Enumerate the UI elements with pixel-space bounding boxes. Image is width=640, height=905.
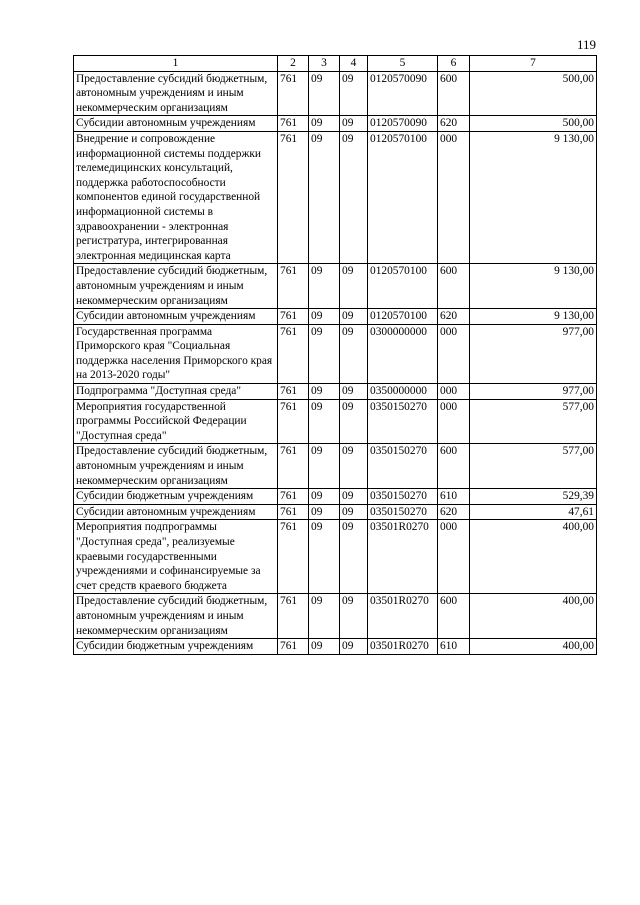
row-csr-code: 0120570100 <box>368 264 438 309</box>
row-gr-code: 761 <box>278 489 309 505</box>
row-pr-code: 09 <box>340 264 368 309</box>
row-csr-code: 0350150270 <box>368 399 438 444</box>
row-gr-code: 761 <box>278 399 309 444</box>
row-pr-code: 09 <box>340 489 368 505</box>
row-gr-code: 761 <box>278 131 309 263</box>
header-row <box>74 56 597 72</box>
row-csr-code: 0350150270 <box>368 489 438 505</box>
header-col-7: 7 <box>470 56 597 72</box>
table-row <box>74 324 597 383</box>
row-name-cell: Мероприятия подпрограммы "Доступная среда", реализуемые краевыми государственными учреждениями и софинансируемые за счет средств краевого бюджета <box>74 520 278 594</box>
row-csr-code: 0120570090 <box>368 71 438 116</box>
table-row <box>74 399 597 444</box>
row-gr-code: 761 <box>278 594 309 639</box>
row-csr-code: 0120570090 <box>368 116 438 132</box>
row-gr-code: 761 <box>278 384 309 400</box>
row-csr-code: 0350150270 <box>368 504 438 520</box>
header-col-4: 4 <box>340 56 368 72</box>
row-amount: 47,61 <box>470 504 597 520</box>
table-row <box>74 264 597 309</box>
row-amount: 400,00 <box>470 520 597 594</box>
row-rz-code: 09 <box>309 116 340 132</box>
row-vr-code: 610 <box>438 489 470 505</box>
row-csr-code: 0350000000 <box>368 384 438 400</box>
row-rz-code: 09 <box>309 384 340 400</box>
row-vr-code: 610 <box>438 639 470 655</box>
row-amount: 9 130,00 <box>470 131 597 263</box>
row-amount: 529,39 <box>470 489 597 505</box>
row-vr-code: 000 <box>438 131 470 263</box>
row-vr-code: 620 <box>438 116 470 132</box>
row-name-cell: Внедрение и сопровождение информационной системы поддержки телемедицинских консультаций, поддержка работоспособности компонентов единой государственной информационной системы в здравоохранении - электронная регистратура, интегрированная электронная медицинская карта <box>74 131 278 263</box>
row-name-cell: Субсидии автономным учреждениям <box>74 116 278 132</box>
row-csr-code: 0120570100 <box>368 131 438 263</box>
row-pr-code: 09 <box>340 309 368 325</box>
row-name-cell: Субсидии автономным учреждениям <box>74 309 278 325</box>
row-pr-code: 09 <box>340 116 368 132</box>
row-amount: 500,00 <box>470 71 597 116</box>
table-row <box>74 639 597 655</box>
row-rz-code: 09 <box>309 309 340 325</box>
row-amount: 577,00 <box>470 399 597 444</box>
row-vr-code: 620 <box>438 504 470 520</box>
row-name-cell: Предоставление субсидий бюджетным, автономным учреждениям и иным некоммерческим организациям <box>74 594 278 639</box>
row-pr-code: 09 <box>340 504 368 520</box>
row-gr-code: 761 <box>278 309 309 325</box>
row-amount: 9 130,00 <box>470 264 597 309</box>
row-gr-code: 761 <box>278 324 309 383</box>
table-row <box>74 384 597 400</box>
row-csr-code: 0120570100 <box>368 309 438 325</box>
row-pr-code: 09 <box>340 399 368 444</box>
header-col-5: 5 <box>368 56 438 72</box>
row-gr-code: 761 <box>278 444 309 489</box>
row-rz-code: 09 <box>309 489 340 505</box>
header-col-1: 1 <box>74 56 278 72</box>
row-name-cell: Государственная программа Приморского края "Социальная поддержка населения Приморского края на 2013-2020 годы" <box>74 324 278 383</box>
table-row <box>74 131 597 263</box>
row-pr-code: 09 <box>340 384 368 400</box>
row-csr-code: 0300000000 <box>368 324 438 383</box>
row-pr-code: 09 <box>340 324 368 383</box>
table-row <box>74 489 597 505</box>
row-name-cell: Мероприятия государственной программы Российской Федерации "Доступная среда" <box>74 399 278 444</box>
table-row <box>74 444 597 489</box>
page-number: 119 <box>576 37 596 52</box>
table-row <box>74 520 597 594</box>
table-row <box>74 71 597 116</box>
row-rz-code: 09 <box>309 71 340 116</box>
row-amount: 500,00 <box>470 116 597 132</box>
row-name-cell: Предоставление субсидий бюджетным, автономным учреждениям и иным некоммерческим организациям <box>74 444 278 489</box>
row-pr-code: 09 <box>340 444 368 489</box>
row-vr-code: 600 <box>438 71 470 116</box>
table-row <box>74 309 597 325</box>
row-vr-code: 000 <box>438 399 470 444</box>
table-row <box>74 504 597 520</box>
row-name-cell: Субсидии бюджетным учреждениям <box>74 639 278 655</box>
header-col-2: 2 <box>278 56 309 72</box>
row-csr-code: 03501R0270 <box>368 594 438 639</box>
row-name-cell: Предоставление субсидий бюджетным, автономным учреждениям и иным некоммерческим организациям <box>74 264 278 309</box>
row-rz-code: 09 <box>309 639 340 655</box>
row-gr-code: 761 <box>278 264 309 309</box>
row-vr-code: 000 <box>438 520 470 594</box>
row-gr-code: 761 <box>278 639 309 655</box>
header-col-3: 3 <box>309 56 340 72</box>
row-amount: 977,00 <box>470 384 597 400</box>
row-pr-code: 09 <box>340 594 368 639</box>
row-vr-code: 000 <box>438 324 470 383</box>
row-rz-code: 09 <box>309 520 340 594</box>
row-rz-code: 09 <box>309 324 340 383</box>
row-rz-code: 09 <box>309 444 340 489</box>
row-gr-code: 761 <box>278 504 309 520</box>
row-rz-code: 09 <box>309 399 340 444</box>
row-vr-code: 620 <box>438 309 470 325</box>
row-pr-code: 09 <box>340 131 368 263</box>
row-vr-code: 600 <box>438 594 470 639</box>
row-gr-code: 761 <box>278 116 309 132</box>
row-amount: 400,00 <box>470 594 597 639</box>
row-csr-code: 03501R0270 <box>368 520 438 594</box>
row-vr-code: 000 <box>438 384 470 400</box>
row-rz-code: 09 <box>309 131 340 263</box>
header-col-6: 6 <box>438 56 470 72</box>
row-vr-code: 600 <box>438 264 470 309</box>
row-gr-code: 761 <box>278 71 309 116</box>
row-pr-code: 09 <box>340 520 368 594</box>
row-rz-code: 09 <box>309 504 340 520</box>
row-amount: 400,00 <box>470 639 597 655</box>
row-amount: 577,00 <box>470 444 597 489</box>
row-pr-code: 09 <box>340 639 368 655</box>
row-name-cell: Подпрограмма "Доступная среда" <box>74 384 278 400</box>
table-row <box>74 116 597 132</box>
row-rz-code: 09 <box>309 594 340 639</box>
row-name-cell: Субсидии автономным учреждениям <box>74 504 278 520</box>
row-gr-code: 761 <box>278 520 309 594</box>
row-name-cell: Предоставление субсидий бюджетным, автономным учреждениям и иным некоммерческим организациям <box>74 71 278 116</box>
budget-table <box>73 55 597 655</box>
row-pr-code: 09 <box>340 71 368 116</box>
table-row <box>74 594 597 639</box>
row-csr-code: 03501R0270 <box>368 639 438 655</box>
row-rz-code: 09 <box>309 264 340 309</box>
row-vr-code: 600 <box>438 444 470 489</box>
row-amount: 977,00 <box>470 324 597 383</box>
row-csr-code: 0350150270 <box>368 444 438 489</box>
row-amount: 9 130,00 <box>470 309 597 325</box>
row-name-cell: Субсидии бюджетным учреждениям <box>74 489 278 505</box>
